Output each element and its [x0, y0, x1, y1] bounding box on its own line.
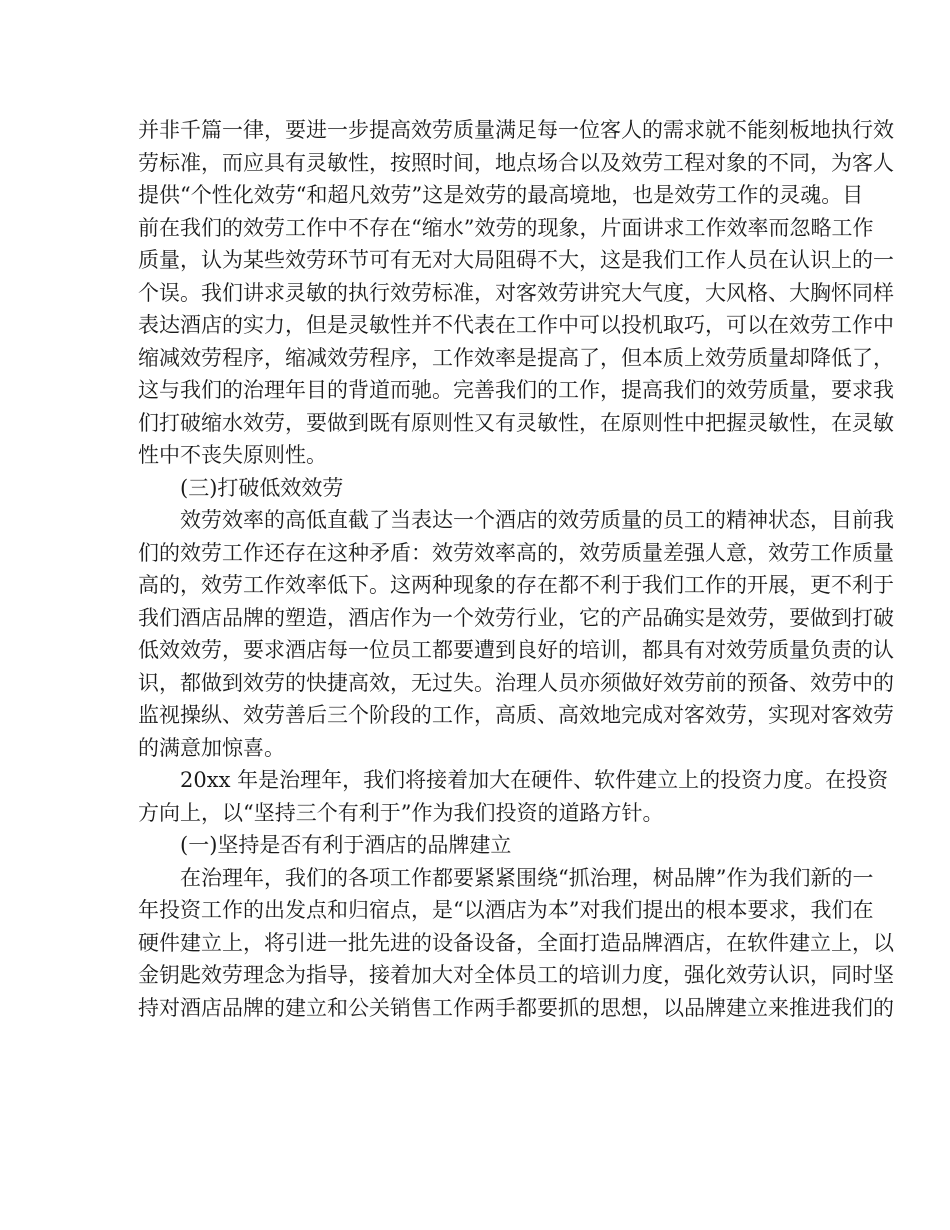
text-line: 并非千篇一律，要进一步提高效劳质量满足每一位客人的需求就不能刻板地执行效	[138, 118, 894, 142]
text-line: 监视操纵、效劳善后三个阶段的工作，高质、高效地完成对客效劳，实现对客效劳	[138, 703, 894, 727]
text-line: 性中不丧失原则性。	[138, 443, 327, 467]
paragraph	[138, 862, 894, 1025]
text-line: 年投资工作的出发点和归宿点，是“以酒店为本”对我们提出的根本要求，我们在	[138, 898, 874, 922]
text-line: 质量，认为某些效劳环节可有无对大局阻碍不大，这是我们工作人员在认识上的一	[138, 248, 894, 272]
text-line: 方向上，以“坚持三个有利于”作为我们投资的道路方针。	[138, 800, 664, 825]
text-line: 高的，效劳工作效率低下。这两种现象的存在都不利于我们工作的开展，更不利于	[138, 573, 894, 597]
text-line: 效劳效率的高低直截了当表达一个酒店的效劳质量的员工的精神状态，目前我	[180, 508, 894, 532]
text-line: 低效效劳，要求酒店每一位员工都要遭到良好的培训，都具有对效劳质量负责的认	[138, 638, 894, 662]
text-line: 缩减效劳程序，缩减效劳程序，工作效率是提高了，但本质上效劳质量却降低了，	[138, 345, 894, 370]
text-line: 硬件建立上，将引进一批先进的设备设备，全面打造品牌酒店，在软件建立上，以	[138, 930, 894, 955]
section-heading	[138, 472, 818, 505]
paragraph	[138, 504, 894, 764]
section-heading	[138, 829, 818, 862]
text-line: 的满意加惊喜。	[138, 735, 285, 760]
text-line: 们打破缩水效劳，要做到既有原则性又有灵敏性，在原则性中把握灵敏性，在灵敏	[138, 410, 894, 435]
text-line: 提供“个性化效劳“和超凡效劳”这是效劳的最高境地，也是效劳工作的灵魂。目	[138, 183, 864, 207]
paragraph	[138, 764, 889, 829]
text-line: 20xx 年是治理年，我们将接着加大在硬件、软件建立上的投资力度。在投资	[180, 768, 889, 792]
text-line: 劳标准，而应具有灵敏性，按照时间，地点场合以及效劳工程对象的不同，为客人	[138, 150, 894, 175]
text-line: 持对酒店品牌的建立和公关销售工作两手都要抓的思想，以品牌建立来推进我们的	[138, 995, 894, 1020]
document-body	[138, 114, 894, 1024]
text-line: 个误。我们讲求灵敏的执行效劳标准，对客效劳讲究大气度，大风格、大胸怀同样	[138, 280, 894, 305]
text-line: 识，都做到效劳的快捷高效，无过失。治理人员亦须做好效劳前的预备、效劳中的	[138, 670, 894, 695]
text-line: 在治理年，我们的各项工作都要紧紧围绕“抓治理，树品牌”作为我们新的一	[180, 865, 874, 890]
text-line: 这与我们的治理年目的背道而驰。完善我们的工作，提高我们的效劳质量，要求我	[138, 378, 894, 402]
heading-line: (三)打破低效效劳	[180, 475, 344, 500]
text-line: 我们酒店品牌的塑造，酒店作为一个效劳行业，它的产品确实是效劳，要做到打破	[138, 605, 894, 630]
paragraph	[138, 114, 894, 472]
text-line: 前在我们的效劳工作中不存在“缩水”效劳的现象，片面讲求工作效率而忽略工作	[138, 215, 874, 240]
text-line: 金钥匙效劳理念为指导，接着加大对全体员工的培训力度，强化效劳认识，同时坚	[138, 963, 894, 987]
heading-line: (一)坚持是否有利于酒店的品牌建立	[180, 833, 512, 857]
text-line: 表达酒店的实力，但是灵敏性并不代表在工作中可以投机取巧，可以在效劳工作中	[138, 313, 894, 337]
text-line: 们的效劳工作还存在这种矛盾：效劳效率高的，效劳质量差强人意，效劳工作质量	[138, 540, 894, 565]
